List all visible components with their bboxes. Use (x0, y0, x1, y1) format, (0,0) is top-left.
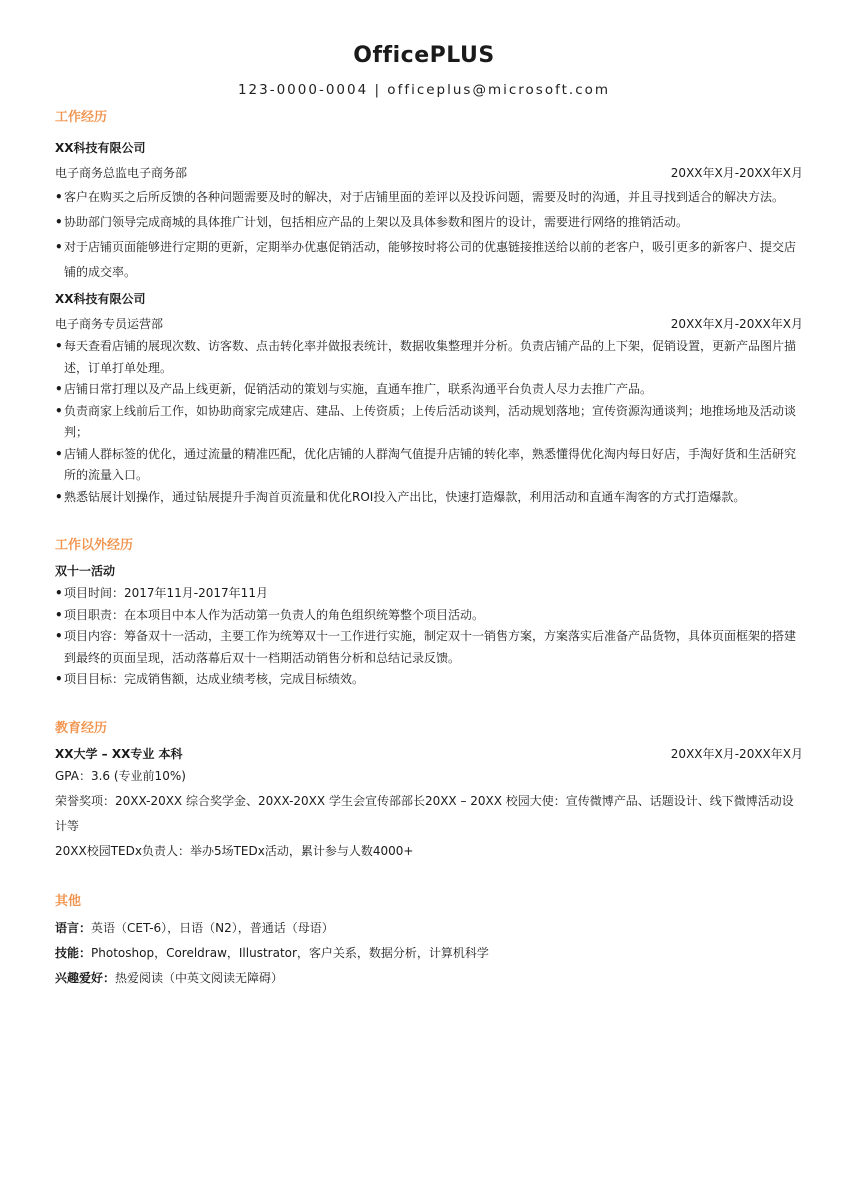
section-title-work: 工作经历 (55, 110, 108, 125)
job-entry (55, 138, 811, 285)
job-period: 20XX年X月-20XX年X月 (670, 166, 803, 180)
job-role: 电子商务专员运营部 (55, 317, 164, 331)
bullet-item: • 项目时间：2017年11月-2017年11月 (55, 586, 268, 600)
language-line (55, 916, 803, 941)
bullet-item: • 每天查看店铺的展现次数、访客数、点击转化率并做报表统计，数据收集整理并分析。负责店铺产品的上下架，促销设置，更新产品图片描述，订单打单处理。 (55, 339, 797, 375)
school-degree: XX大学 – XX专业 本科 (55, 746, 183, 761)
hobbies-value: 热爱阅读（中英文阅读无障碍） (115, 970, 284, 985)
bullet-item: • 项目目标：完成销售额，达成业绩考核，完成目标绩效。 (55, 672, 365, 686)
job-period: 20XX年X月-20XX年X月 (670, 317, 803, 331)
bullet-item: • 项目内容：筹备双十一活动，主要工作为统筹双十一工作进行实施，制定双十一销售方案，方案落实后准备产品货物，具体页面框架的搭建到最终的页面呈现，活动落幕后双十一档期活动销售分析和总结记录反馈。 (55, 629, 797, 665)
education-row (55, 744, 803, 764)
bullet-item: • 项目职责：在本项目中本人作为活动第一负责人的角色组织统筹整个项目活动。 (55, 607, 485, 622)
hobbies-label: 兴趣爱好： (55, 970, 116, 985)
project-name: 双十一活动 (55, 564, 116, 578)
company-name: XX科技有限公司 (55, 292, 146, 306)
education-period: 20XX年X月-20XX年X月 (670, 746, 803, 761)
job-role-row (55, 163, 803, 183)
section-title-education: 教育经历 (55, 720, 108, 736)
job-entry (55, 289, 811, 508)
bullet-item: • 店铺人群标签的优化，通过流量的精准匹配，优化店铺的人群淘气值提升店铺的转化率，熟悉懂得优化淘内每日好店，手淘好货和生活研究所的流量入口。 (55, 446, 797, 482)
resume-content (55, 108, 811, 991)
honors: 荣誉奖项：20XX-20XX 综合奖学金、20XX-20XX 学生会宣传部部长20XX – 20XX 校园大使：宣传微博产品、话题设计、线下微博活动设计等 (55, 793, 794, 833)
gpa: GPA：3.6 (专业前10%) (55, 768, 186, 783)
bullet-item: • 客户在购买之后所反馈的各种问题需要及时的解决，对于店铺里面的差评以及投诉问题，需要及时的沟通，并且寻找到适合的解决方法。 (55, 190, 785, 204)
job-bullets (55, 185, 811, 285)
tedx: 20XX校园TEDx负责人：举办5场TEDx活动，累计参与人数4000+ (55, 843, 414, 858)
job-role-row (55, 314, 803, 334)
bullet-item: • 负责商家上线前后工作，如协助商家完成建店、建品、上传资质；上传后活动谈判，活动规划落地；宣传资源沟通谈判；地推场地及活动谈判； (55, 403, 797, 439)
job-bullets (55, 336, 811, 508)
language-value: 英语（CET-6），日语（N2），普通话（母语） (91, 920, 334, 935)
language-label: 语言： (55, 920, 92, 935)
project-bullets (55, 583, 811, 691)
section-title-other-experience: 工作以外经历 (55, 538, 134, 553)
bullet-item: • 熟悉钻展计划操作，通过钻展提升手淘首页流量和优化ROI投入产出比，快速打造爆款，利用活动和直通车淘客的方式打造爆款。 (55, 489, 746, 504)
contact-info: 123-0000-0004 | officeplus@microsoft.com (237, 82, 611, 98)
skills-line (55, 941, 803, 966)
company-name: XX科技有限公司 (55, 141, 146, 155)
resume-name: OfficePLUS (353, 43, 495, 68)
skills-label: 技能： (55, 945, 92, 960)
job-role: 电子商务总监电子商务部 (55, 166, 188, 180)
skills-value: Photoshop，Coreldraw，Illustrator，客户关系，数据分析，计算机科学 (91, 945, 489, 960)
bullet-item: • 店铺日常打理以及产品上线更新，促销活动的策划与实施，直通车推广，联系沟通平台负责人尽力去推广产品。 (55, 382, 653, 396)
section-title-misc: 其他 (55, 893, 82, 909)
hobbies-line (55, 966, 803, 991)
bullet-item: • 对于店铺页面能够进行定期的更新，定期举办优惠促销活动，能够按时将公司的优惠链接推送给以前的老客户，吸引更多的新客户、提交店铺的成交率。 (55, 240, 797, 279)
bullet-item: • 协助部门领导完成商城的具体推广计划，包括相应产品的上架以及具体参数和图片的设计，需要进行网络的推销活动。 (55, 215, 689, 229)
